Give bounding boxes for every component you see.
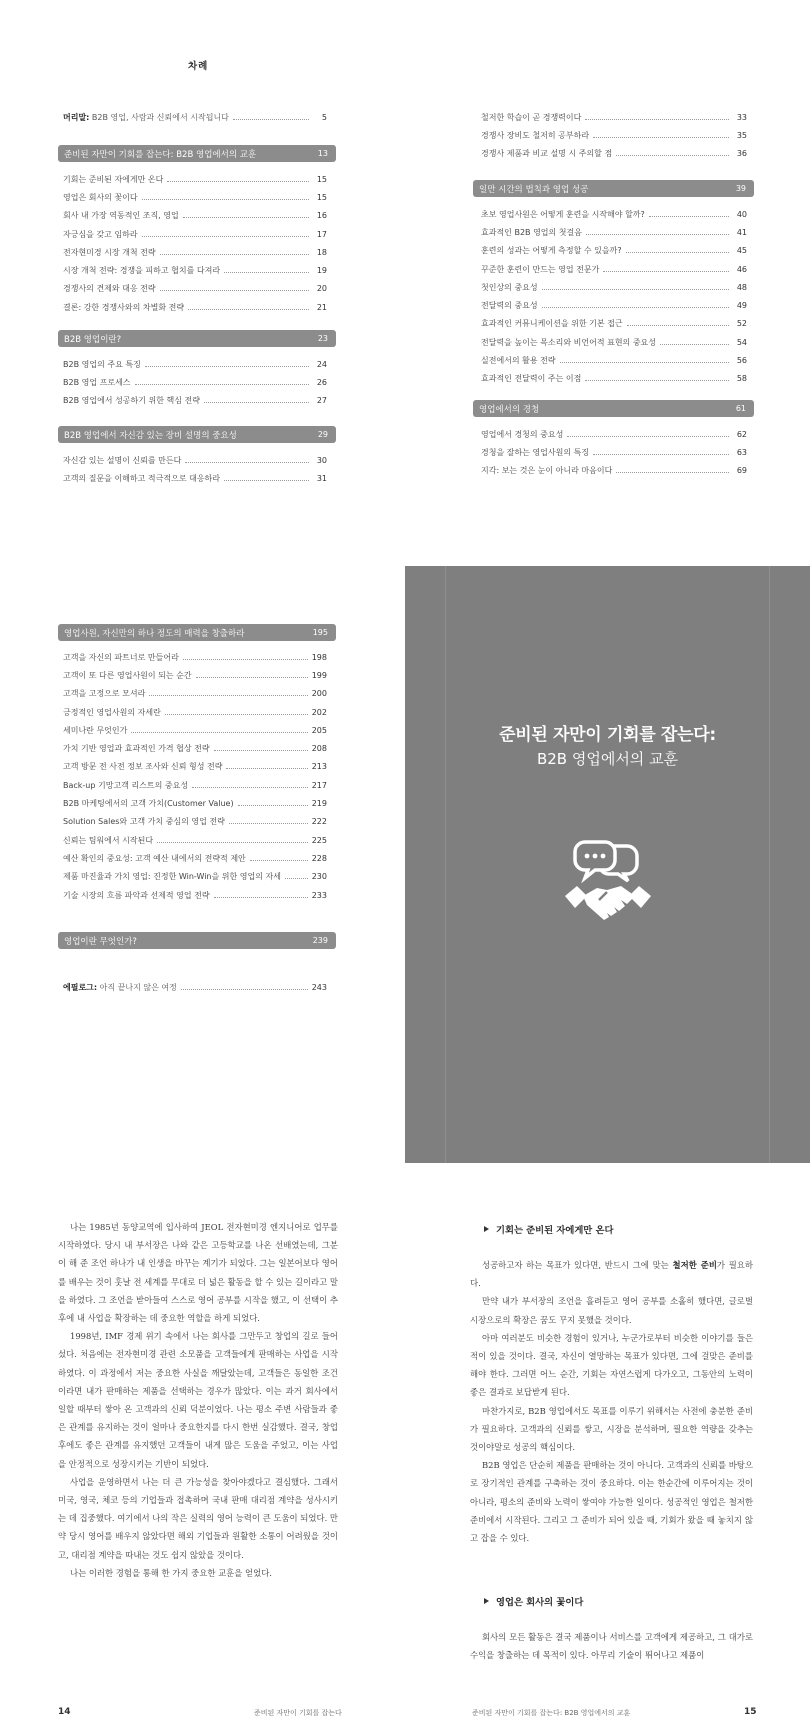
toc-entry-label: 가치 기반 영업과 효과적인 가격 협상 전략 — [63, 744, 210, 754]
toc-spread — [0, 0, 810, 495]
leader-dots — [616, 472, 729, 473]
toc-entry[interactable] — [481, 223, 747, 241]
leader-dots — [250, 860, 308, 861]
toc-page-number: 20 — [316, 284, 327, 294]
toc-page-number: 24 — [316, 359, 327, 369]
toc-section-bar[interactable] — [58, 145, 336, 162]
body-paragraph: B2B 영업은 단순히 제품을 판매하는 것이 아니다. 고객과의 신뢰를 바탕으로 장기적인 관계를 구축하는 것이 중요하다. 이는 한순간에 이루어지는 것이 아니라, 평소의 준비와 노력이 쌓여야 가능한 일이다. 성공적인 영업은 철저한 준비에서 시작된다. 그리고 그 준비가 되어 있을 때, 기회가 왔을 때 놓치지 않고 잡을 수 있다. — [470, 1460, 753, 1544]
toc-entry[interactable] — [63, 392, 327, 410]
toc-page-number: 49 — [736, 301, 747, 311]
toc-entry[interactable] — [63, 648, 327, 666]
toc-entry-label: Solution Sales와 고객 가치 중심의 영업 전략 — [63, 817, 225, 827]
toc-entry-label: 첫인상의 중요성 — [481, 282, 538, 292]
toc-page-number: 45 — [736, 246, 747, 256]
section-page-number: 23 — [317, 334, 328, 343]
toc-right-column — [481, 108, 747, 163]
toc-page-number: 199 — [311, 670, 327, 680]
leader-dots — [660, 344, 729, 345]
running-footer: 준비된 자만이 기회를 잡는다: B2B 영업에서의 교훈 — [472, 1709, 631, 1717]
toc-page-number: 228 — [311, 853, 327, 863]
leader-dots — [192, 787, 308, 788]
toc-entry[interactable] — [481, 296, 747, 314]
toc-title: 차례 — [188, 61, 209, 72]
epilogue-label-bold: 에필로그: — [63, 982, 98, 992]
toc-entry[interactable] — [63, 373, 327, 391]
toc-page-number: 56 — [736, 356, 747, 366]
toc-page-number: 222 — [311, 817, 327, 827]
toc-page-number: 40 — [736, 209, 747, 219]
leader-dots — [585, 380, 729, 381]
toc-page-number: 198 — [311, 652, 327, 662]
toc-entry[interactable] — [63, 170, 327, 188]
toc-entry[interactable] — [63, 666, 327, 684]
toc-entry-label: 철저한 학습이 곧 경쟁력이다 — [481, 112, 582, 122]
toc-entry-label: 지각: 보는 것은 눈이 아니라 마음이다 — [481, 466, 613, 476]
section-title: 일만 시간의 법칙과 영업 성공 — [479, 184, 589, 195]
leader-dots — [160, 254, 309, 255]
toc-entry-label: 자신감 있는 설명이 신뢰를 만든다 — [63, 455, 182, 465]
toc-entry[interactable] — [63, 886, 327, 904]
toc-section-bar[interactable] — [58, 330, 336, 347]
toc-entry-label: 고객 방문 전 사전 정보 조사와 신뢰 형성 전략 — [63, 762, 223, 772]
toc-section-bar[interactable] — [58, 624, 336, 641]
toc-page-number: 16 — [316, 211, 327, 221]
section-heading-text: 영업은 회사의 꽃이다 — [496, 1597, 584, 1608]
leader-dots — [142, 236, 309, 237]
toc-section-bar[interactable] — [473, 180, 754, 197]
chapter-title: 준비된 자만이 기회를 잡는다: — [499, 725, 716, 745]
toc-entry-label: 전자현미경 시장 개척 전략 — [63, 247, 156, 257]
toc-entry-label: 세미나란 무엇인가 — [63, 725, 128, 735]
leader-dots — [214, 897, 308, 898]
toc-entry[interactable] — [481, 315, 747, 333]
leader-dots — [131, 732, 307, 733]
section-page-number: 13 — [317, 149, 328, 158]
leader-dots — [603, 271, 729, 272]
toc-entry-label: 고객을 고정으로 모셔라 — [63, 689, 146, 699]
section-title: 준비된 자만이 기회를 잡는다: B2B 영업에서의 교훈 — [64, 149, 257, 160]
leader-dots — [196, 677, 308, 678]
page-number: 14 — [58, 1707, 71, 1717]
toc-entry-label: 신뢰는 팀워에서 시작된다 — [63, 835, 154, 845]
toc-entry-label: 회사 내 가장 역동적인 조직, 영업 — [63, 211, 179, 221]
body-paragraph: 마찬가지로, B2B 영업에서도 목표를 이루기 위해서는 사전에 충분한 준비가 필요하다. 고객과의 신뢰를 쌓고, 시장을 분석하며, 필요한 역량을 갖추는 것이야말로 성공의 핵심이다. — [470, 1405, 753, 1453]
leader-dots — [616, 155, 729, 156]
emphasis-text: 철저한 준비 — [672, 1260, 717, 1270]
toc-entry-label: 영업은 회사의 꽃이다 — [63, 192, 138, 202]
toc-epilogue — [63, 978, 327, 996]
fold-line — [445, 566, 446, 1163]
toc-entry[interactable] — [63, 776, 327, 794]
toc-page-number: 41 — [736, 227, 747, 237]
toc-entry[interactable] — [63, 685, 327, 703]
toc-entry[interactable] — [481, 108, 747, 126]
leader-dots — [542, 307, 729, 308]
toc-section-bar[interactable] — [473, 400, 754, 417]
toc-page-number: 33 — [736, 112, 747, 122]
toc-page-number: 217 — [311, 780, 327, 790]
leader-dots — [149, 695, 307, 696]
leader-dots — [626, 252, 729, 253]
toc-page-number: 36 — [736, 149, 747, 159]
toc-entry-label: B2B 영업의 주요 특징 — [63, 359, 141, 369]
section-heading — [484, 1222, 613, 1236]
toc-page-number: 58 — [736, 374, 747, 384]
toc-entry-label: 긍정적인 영업사원의 자세란 — [63, 707, 161, 717]
body-paragraph: 1998년, IMF 경제 위기 속에서 나는 회사를 그만두고 창업의 길로 들어섰다. 처음에는 전자현미경 관련 소모품을 고객들에게 판매하는 사업을 시작하였다. 이 과정에서 저는 중요한 사실을 깨달았는데, 고객들은 동일한 조건이라면 내가 판매하는 제품을 선택하는 경우가 많았다. 이는 과거 회사에서 일할 때부터 쌓아 온 고객과의 신뢰 덕분이었다. 나는 평소 주변 사람들과 좋은 관계를 유지하는 것이 얼마나 중요한지를 다시 한번 실감했다. 결국, 창업 후에도 좋은 관계를 유지했던 고객들이 내게 많은 도움을 주었고, 이는 사업을 안정적으로 성장시키는 기반이 되었다. — [58, 1331, 338, 1469]
leader-dots — [560, 362, 729, 363]
epilogue-label: 아직 끝나지 않은 여정 — [97, 982, 177, 992]
section-page-number: 239 — [312, 936, 328, 945]
body-paragraph: 아마 여러분도 비슷한 경험이 있거나, 누군가로부터 비슷한 이야기를 들은 적이 있을 것이다. 결국, 자신이 열망하는 목표가 있다면, 그에 걸맞은 준비를 해야 한다. 그러면 어느 순간, 기회는 자연스럽게 다가오고, 그동안의 노력이 좋은 결과로 보답받게 된다. — [470, 1332, 753, 1398]
leader-dots — [226, 768, 307, 769]
toc-left-column — [63, 108, 327, 126]
toc-section-bar[interactable] — [58, 932, 336, 949]
toc-entry-label: 결론: 강한 경쟁사와의 차별화 전략 — [63, 302, 185, 312]
toc-entry[interactable] — [63, 813, 327, 831]
toc-page-number: 69 — [736, 466, 747, 476]
leader-dots — [586, 234, 729, 235]
body-paragraph: 나는 이러한 경험을 통해 한 가지 중요한 교훈을 얻었다. — [70, 1567, 272, 1578]
toc-section-items — [63, 451, 327, 488]
toc-page-number: 48 — [736, 282, 747, 292]
toc-section-items — [481, 425, 747, 480]
leader-dots — [233, 119, 309, 120]
toc-entry[interactable] — [63, 703, 327, 721]
toc-entry[interactable] — [63, 188, 327, 206]
toc-entry[interactable] — [481, 145, 747, 163]
toc-section-items — [63, 648, 327, 904]
toc-page-number: 15 — [316, 174, 327, 184]
toc-entry[interactable] — [63, 243, 327, 261]
leader-dots — [593, 454, 729, 455]
section-title: B2B 영업이란? — [64, 334, 122, 345]
toc-page-number: 230 — [311, 872, 327, 882]
toc-entry-label: 고객이 또 다른 영업사원이 되는 순간 — [63, 670, 192, 680]
chapter-subtitle: B2B 영업에서의 교훈 — [536, 750, 679, 768]
toc-page-number: 30 — [316, 455, 327, 465]
intro-label: B2B 영업, 사람과 신뢰에서 시작됩니다 — [89, 112, 229, 122]
body-text-run: 성공하고자 하는 목표가 있다면, 반드시 그에 맞는 — [482, 1260, 673, 1270]
toc-entry-label: 예산 확인의 중요성: 고객 예산 내에서의 전략적 제안 — [63, 853, 246, 863]
toc-entry-label: 경청을 잘하는 영업사원의 특징 — [481, 447, 590, 457]
toc-page-number: 62 — [736, 429, 747, 439]
toc-entry-label: B2B 마케팅에서의 고객 가치(Customer Value) — [63, 799, 234, 809]
toc-page-number: 5 — [321, 112, 327, 122]
section-title: B2B 영업에서 자신감 있는 장비 설명의 중요성 — [64, 430, 237, 441]
toc-entry[interactable] — [481, 443, 747, 461]
section-page-number: 39 — [735, 184, 746, 193]
toc-page-number: 200 — [311, 689, 327, 699]
toc-entry-label: 영업에서 경청의 중요성 — [481, 429, 564, 439]
section-title: 영업사원, 자신만의 하나 정도의 매력을 창출하라 — [64, 628, 245, 639]
toc-entry-label: B2B 영업 프로세스 — [63, 377, 131, 387]
toc-entry[interactable] — [63, 225, 327, 243]
toc-entry-label: 초보 영업사원은 어떻게 훈련을 시작해야 할까? — [481, 209, 645, 219]
toc-entry-label: 경쟁사의 견제와 대응 전략 — [63, 284, 156, 294]
leader-dots — [285, 878, 308, 879]
toc-entry-label: Back-up 기망고객 리스트의 중요성 — [63, 780, 189, 790]
leader-dots — [188, 309, 309, 310]
toc-entry[interactable] — [63, 868, 327, 886]
toc-entry-label: 경쟁사 제품과 비교 설명 시 주의할 점 — [481, 149, 613, 159]
toc-section-items — [481, 205, 747, 388]
toc-page-number: 202 — [311, 707, 327, 717]
leader-dots — [627, 325, 729, 326]
toc-entry-label: 꾸준한 훈련이 만드는 영업 전문가 — [481, 264, 600, 274]
toc-entry-label: 자긍심을 갖고 임하라 — [63, 229, 138, 239]
toc-entry[interactable] — [481, 462, 747, 480]
toc-entry-label: 실전에서의 활용 전략 — [481, 356, 556, 366]
toc-entry[interactable] — [63, 355, 327, 373]
toc-entry-label: 경쟁사 장비도 철저히 공부하라 — [481, 130, 590, 140]
body-text-run: 가 필요하다. — [470, 1260, 753, 1289]
leader-dots — [224, 480, 309, 481]
triangle-bullet-icon — [484, 1226, 489, 1232]
toc-page-number: 205 — [311, 725, 327, 735]
toc-entry-label: 기술 시장의 흐름 파악과 선제적 영업 전략 — [63, 890, 210, 900]
right-page-body — [470, 1256, 753, 1547]
toc-entry-label: 기회는 준비된 자에게만 온다 — [63, 174, 164, 184]
toc-section-bar[interactable] — [58, 426, 336, 443]
toc-entry[interactable] — [63, 207, 327, 225]
toc-page-number: 19 — [316, 266, 327, 276]
toc-entry[interactable] — [481, 333, 747, 351]
leader-dots — [165, 714, 308, 715]
section-heading — [484, 1594, 583, 1608]
leader-dots — [229, 823, 308, 824]
leader-dots — [135, 384, 309, 385]
leader-dots — [185, 462, 309, 463]
body-paragraph: 만약 내가 부서장의 조언을 흘려듣고 영어 공부를 소홀히 했다면, 글로벌 시장으로의 확장은 꿈도 꾸지 못했을 것이다. — [470, 1296, 753, 1325]
leader-dots — [204, 402, 309, 403]
leader-dots — [649, 216, 729, 217]
toc-entry[interactable] — [481, 260, 747, 278]
toc-page-number: 15 — [316, 192, 327, 202]
toc-page-number: 31 — [316, 473, 327, 483]
toc-entry[interactable] — [481, 126, 747, 144]
leader-dots — [142, 199, 309, 200]
toc-page-number: 63 — [736, 447, 747, 457]
leader-dots — [593, 137, 729, 138]
leader-dots — [160, 290, 309, 291]
page-number: 15 — [744, 1707, 757, 1717]
right-page-body-continued — [470, 1628, 753, 1664]
leader-dots — [181, 989, 308, 990]
fold-line — [769, 566, 770, 1163]
toc-entry-label: 전달력의 중요성 — [481, 301, 538, 311]
section-page-number: 195 — [312, 628, 328, 637]
leader-dots — [585, 119, 729, 120]
toc-page-number: 27 — [316, 396, 327, 406]
toc-entry[interactable] — [63, 280, 327, 298]
chapter-cover-panel — [405, 566, 810, 1163]
toc-entry-label: 훈련의 성과는 어떻게 측정할 수 있을까? — [481, 246, 622, 256]
running-footer: 준비된 자만이 기회를 잡는다 — [254, 1709, 342, 1717]
toc-page-number: 225 — [311, 835, 327, 845]
toc-entry-label: 시장 개척 전략: 경쟁을 피하고 협치를 다져라 — [63, 266, 221, 276]
toc-entry-label: 전달력을 높이는 목소리와 비언어적 표현의 중요성 — [481, 337, 657, 347]
toc-epilogue-entry[interactable] — [63, 978, 327, 996]
toc-entry[interactable] — [63, 298, 327, 316]
leader-dots — [567, 436, 729, 437]
toc-entry[interactable] — [481, 351, 747, 369]
leader-dots — [214, 750, 308, 751]
leader-dots — [542, 289, 729, 290]
toc-entry-label: B2B 영업에서 성공하기 위한 핵심 전략 — [63, 396, 200, 406]
section-page-number: 61 — [735, 404, 746, 413]
body-paragraph — [470, 1256, 753, 1292]
toc-entry-label: 효과적인 전달력이 주는 이점 — [481, 374, 582, 384]
toc-page-number: 213 — [311, 762, 327, 772]
toc-section-items — [63, 355, 327, 410]
toc-page-number: 35 — [736, 130, 747, 140]
leader-dots — [183, 659, 308, 660]
section-title: 영업에서의 경청 — [479, 404, 540, 415]
toc-page-number: 21 — [316, 302, 327, 312]
leader-dots — [238, 805, 308, 806]
handshake-with-speech-bubbles-icon — [561, 838, 655, 924]
body-paragraph: 사업을 운영하면서 나는 더 큰 가능성을 찾아야겠다고 결심했다. 그래서 미국, 영국, 체코 등의 기업들과 접촉하며 국내 판매 대리점 계약을 성사시키는 데 집중했다. 여기에서 나의 작은 실력의 영어 능력이 큰 도움이 되었다. 만약 당시 영어를 배우지 않았다면 해외 기업들과 원활한 소통이 어려웠을 것이고, 대리점 계약을 따내는 것도 쉽지 않았을 것이다. — [58, 1476, 338, 1560]
toc-page-number: 52 — [736, 319, 747, 329]
body-spread — [0, 1210, 810, 1728]
toc-intro-entry[interactable] — [63, 108, 327, 126]
toc-entry[interactable] — [481, 278, 747, 296]
toc-entry[interactable] — [63, 758, 327, 776]
toc-entry[interactable] — [481, 370, 747, 388]
toc-entry[interactable] — [63, 721, 327, 739]
toc-page-number: 54 — [736, 337, 747, 347]
leader-dots — [183, 217, 309, 218]
toc-page-number: 243 — [311, 982, 327, 992]
toc-entry[interactable] — [63, 739, 327, 757]
section-title: 영업이란 무엇인가? — [64, 936, 137, 947]
toc-entry[interactable] — [481, 242, 747, 260]
toc-entry-label: 효과적인 커뮤니케이션을 위한 기본 접근 — [481, 319, 623, 329]
toc-entry[interactable] — [63, 794, 327, 812]
toc-page-number: 208 — [311, 744, 327, 754]
toc-entry-label: 고객을 자신의 파트너로 만들어라 — [63, 652, 179, 662]
toc-entry[interactable] — [481, 205, 747, 223]
toc-entry[interactable] — [63, 451, 327, 469]
toc-entry[interactable] — [63, 849, 327, 867]
toc-page-number: 46 — [736, 264, 747, 274]
toc-entry-label: 고객의 질문을 이해하고 적극적으로 대응하라 — [63, 473, 221, 483]
leader-dots — [145, 366, 309, 367]
toc-entry-label: 효과적인 B2B 영업의 첫걸음 — [481, 227, 582, 237]
triangle-bullet-icon — [484, 1598, 489, 1604]
section-page-number: 29 — [317, 430, 328, 439]
toc-page-number: 26 — [316, 377, 327, 387]
leader-dots — [167, 181, 309, 182]
toc-entry[interactable] — [63, 831, 327, 849]
body-paragraph: 회사의 모든 활동은 결국 제품이나 서비스를 고객에게 제공하고, 그 대가로 수익을 창출하는 데 목적이 있다. 아무리 기술이 뛰어나고 제품이 — [470, 1632, 753, 1661]
toc-entry-label: 제품 마진율과 가치 영업: 진정한 Win-Win을 위한 영업의 자세 — [63, 872, 281, 882]
toc-entry[interactable] — [63, 469, 327, 487]
toc-section-items — [63, 170, 327, 316]
toc-page-number: 219 — [311, 799, 327, 809]
section-heading-text: 기회는 준비된 자에게만 온다 — [496, 1225, 614, 1236]
left-page-body — [58, 1218, 338, 1582]
toc-entry[interactable] — [63, 261, 327, 279]
leader-dots — [157, 842, 308, 843]
toc-page-number: 17 — [316, 229, 327, 239]
toc-page-number: 18 — [316, 247, 327, 257]
toc-entry[interactable] — [481, 425, 747, 443]
leader-dots — [224, 272, 309, 273]
body-paragraph: 나는 1985년 동양교역에 입사하여 JEOL 전자현미경 엔지니어로 업무를 시작하였다. 당시 내 부서장은 나와 같은 고등학교를 나온 선배였는데, 그분이 해 준 조언 하나가 내 인생을 바꾸는 계기가 되었다. 그는 일본어보다 영어를 배우는 것이 훗날 전 세계를 무대로 더 넓은 활동을 할 수 있는 길이라고 말을 하였다. 그 조언을 받아들여 스스로 영어 공부를 시작을 했고, 이 선택이 추후에 내 사업을 확장하는 데 중요한 역할을 하게 되었다. — [58, 1222, 338, 1324]
intro-label-bold: 머리말: — [63, 112, 90, 122]
toc-page-number: 233 — [311, 890, 327, 900]
